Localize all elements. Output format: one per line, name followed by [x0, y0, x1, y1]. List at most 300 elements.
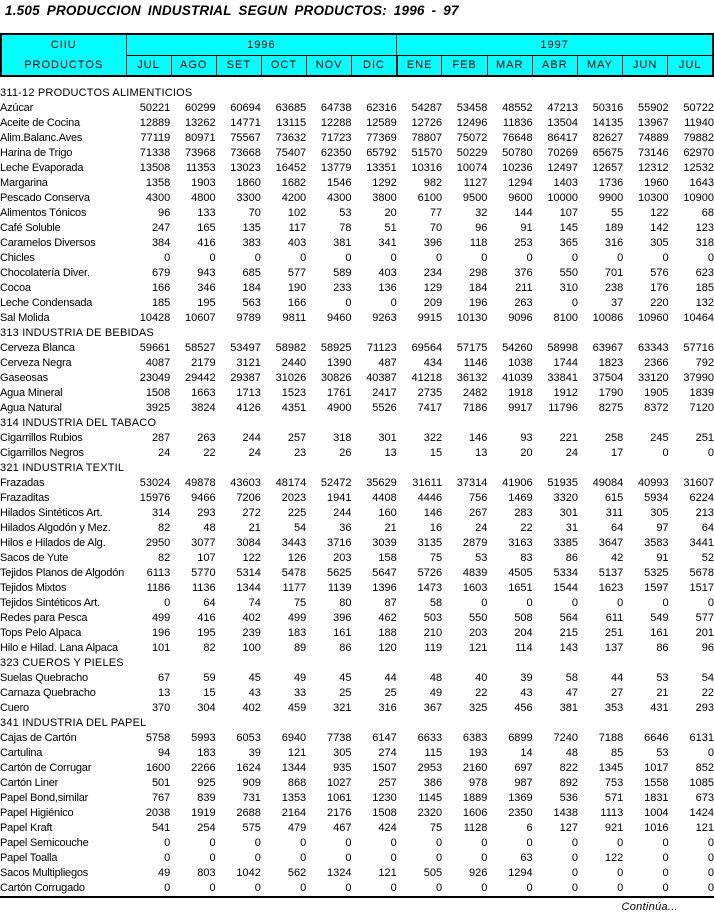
value-cell: 51935	[547, 477, 578, 489]
value-cell: 6899	[508, 732, 533, 744]
value-cell: 4087	[145, 357, 171, 369]
value-cell: 13504	[547, 117, 578, 129]
value-cell: 4408	[372, 492, 397, 504]
value-cell: 0	[345, 852, 352, 864]
table-row	[0, 626, 714, 641]
value-cell: 1623	[598, 582, 624, 594]
value-cell: 5770	[191, 567, 216, 579]
table-row	[0, 761, 714, 776]
value-cell: 316	[378, 702, 397, 714]
value-cell: 63967	[592, 342, 624, 354]
value-cell: 353	[604, 702, 624, 714]
value-cell: 14135	[592, 117, 624, 129]
value-cell: 10464	[683, 312, 714, 324]
value-cell: 6383	[462, 732, 488, 744]
value-cell: 2320	[417, 807, 443, 819]
value-cell: 0	[617, 867, 624, 879]
value-cell: 203	[469, 627, 488, 639]
table-row	[0, 566, 714, 581]
value-cell: 54287	[411, 102, 443, 114]
value-cell: 117	[288, 222, 307, 234]
value-cell: 25	[339, 687, 352, 699]
value-cell: 40387	[366, 372, 397, 384]
value-cell: 0	[481, 882, 488, 894]
product-name-cell: Margarina	[0, 177, 48, 189]
table-row	[0, 101, 714, 116]
value-cell: 403	[287, 237, 307, 249]
value-cell: 679	[151, 267, 171, 279]
section-heading: 341 INDUSTRIA DEL PAPEL	[0, 717, 147, 729]
productos-label: PRODUCTOS	[24, 59, 104, 71]
value-cell: 16452	[275, 162, 307, 174]
value-cell: 7206	[236, 492, 261, 504]
value-cell: 31	[565, 522, 578, 534]
value-cell: 45	[248, 672, 261, 684]
value-cell: 2164	[281, 807, 307, 819]
value-cell: 89	[293, 642, 307, 654]
value-cell: 24	[158, 447, 171, 459]
value-cell: 1438	[553, 807, 578, 819]
value-cell: 93	[520, 432, 533, 444]
value-cell: 13023	[230, 162, 261, 174]
value-cell: 0	[435, 882, 443, 894]
value-cell: 562	[287, 867, 307, 879]
value-cell: 424	[378, 822, 397, 834]
value-cell: 376	[514, 267, 533, 279]
product-name-cell: Cigarrillos Rubios	[0, 432, 83, 444]
value-cell: 462	[378, 612, 397, 624]
value-cell: 1941	[327, 492, 352, 504]
value-cell: 1651	[508, 582, 533, 594]
value-cell: 1960	[644, 177, 669, 189]
value-cell: 37990	[683, 372, 714, 384]
value-cell: 203	[333, 552, 352, 564]
value-cell: 146	[423, 507, 443, 519]
value-cell: 257	[378, 777, 397, 789]
value-cell: 6	[526, 822, 533, 834]
value-cell: 301	[559, 507, 578, 519]
value-cell: 0	[435, 852, 443, 864]
value-cell: 4505	[508, 567, 533, 579]
value-cell: 10900	[683, 192, 714, 204]
value-cell: 146	[469, 432, 488, 444]
value-cell: 416	[197, 237, 216, 249]
value-cell: 3300	[236, 192, 261, 204]
value-cell: 459	[287, 702, 307, 714]
value-cell: 283	[514, 507, 533, 519]
value-cell: 60299	[185, 102, 216, 114]
table-row	[0, 596, 714, 611]
value-cell: 53	[656, 672, 669, 684]
value-cell: 0	[390, 882, 397, 894]
value-cell: 550	[469, 612, 488, 624]
value-cell: 0	[390, 852, 397, 864]
value-cell: 4300	[145, 192, 171, 204]
value-cell: 220	[650, 297, 669, 309]
value-cell: 10236	[502, 162, 533, 174]
value-cell: 75567	[230, 132, 261, 144]
value-cell: 87	[384, 597, 397, 609]
section-row	[0, 416, 714, 431]
value-cell: 41906	[502, 477, 533, 489]
table-body-rows	[0, 86, 714, 897]
value-cell: 868	[287, 777, 307, 789]
value-cell: 13508	[139, 162, 171, 174]
value-cell: 27	[611, 687, 624, 699]
value-cell: 251	[604, 627, 624, 639]
value-cell: 64738	[320, 102, 352, 114]
value-cell: 1508	[372, 807, 397, 819]
value-cell: 1839	[689, 387, 714, 399]
value-cell: 53	[475, 552, 488, 564]
value-cell: 15	[203, 687, 216, 699]
value-cell: 142	[650, 222, 669, 234]
value-cell: 1145	[418, 792, 443, 804]
value-cell: 49	[293, 672, 307, 684]
value-cell: 0	[707, 252, 714, 264]
value-cell: 3583	[644, 537, 669, 549]
value-cell: 0	[345, 297, 352, 309]
value-cell: 96	[701, 642, 714, 654]
table-row	[0, 881, 714, 897]
value-cell: 0	[481, 597, 488, 609]
value-cell: 1127	[463, 177, 488, 189]
value-cell: 68	[701, 207, 714, 219]
value-cell: 0	[707, 447, 714, 459]
value-cell: 76648	[502, 132, 533, 144]
product-name-cell: Agua Mineral	[0, 387, 63, 399]
value-cell: 20	[520, 447, 533, 459]
value-cell: 1744	[553, 357, 578, 369]
value-cell: 233	[333, 282, 352, 294]
value-cell: 0	[617, 252, 624, 264]
table-row	[0, 806, 714, 821]
product-name-cell: Frazaditas	[0, 492, 50, 504]
product-name-cell: Cartón Corrugado	[0, 882, 85, 894]
value-cell: 6224	[689, 492, 714, 504]
product-name-cell: Cartón de Corrugar	[0, 762, 92, 774]
value-cell: 1136	[191, 582, 216, 594]
value-cell: 571	[604, 792, 624, 804]
table-row	[0, 146, 714, 161]
value-cell: 213	[695, 507, 714, 519]
value-cell: 577	[695, 612, 714, 624]
value-cell: 987	[514, 777, 533, 789]
value-cell: 8275	[598, 402, 624, 414]
value-cell: 82	[158, 522, 171, 534]
month-header-1996-oct: OCT	[261, 55, 306, 76]
value-cell: 3084	[236, 537, 261, 549]
table-row	[0, 116, 714, 131]
product-name-cell: Chocolatería Diver.	[0, 267, 90, 279]
value-cell: 41039	[502, 372, 533, 384]
value-cell: 160	[378, 507, 397, 519]
value-cell: 215	[559, 627, 578, 639]
value-cell: 8100	[553, 312, 578, 324]
product-name-cell: Frazadas	[0, 477, 45, 489]
value-cell: 9917	[508, 402, 533, 414]
value-cell: 33841	[547, 372, 578, 384]
value-cell: 15976	[139, 492, 171, 504]
value-cell: 10074	[456, 162, 488, 174]
value-cell: 5325	[644, 567, 669, 579]
value-cell: 195	[197, 297, 216, 309]
table-row	[0, 386, 714, 401]
value-cell: 1469	[508, 492, 533, 504]
value-cell: 508	[514, 612, 533, 624]
month-header-1997-jul: JUL	[668, 55, 713, 76]
value-cell: 589	[333, 267, 352, 279]
value-cell: 14771	[230, 117, 261, 129]
value-cell: 921	[604, 822, 624, 834]
value-cell: 121	[469, 642, 488, 654]
value-cell: 1042	[236, 867, 261, 879]
value-cell: 701	[604, 267, 624, 279]
value-cell: 64	[611, 522, 624, 534]
value-cell: 0	[707, 747, 714, 759]
value-cell: 6100	[417, 192, 443, 204]
value-cell: 82	[158, 552, 171, 564]
value-cell: 120	[378, 642, 397, 654]
value-cell: 0	[481, 837, 488, 849]
value-cell: 0	[209, 837, 216, 849]
section-heading: 323 CUEROS Y PIELES	[0, 657, 124, 669]
value-cell: 396	[423, 237, 443, 249]
table-row	[0, 476, 714, 491]
section-row	[0, 716, 714, 731]
value-cell: 0	[707, 837, 714, 849]
value-cell: 57175	[456, 342, 488, 354]
value-cell: 257	[287, 432, 307, 444]
value-cell: 0	[571, 297, 578, 309]
value-cell: 550	[559, 267, 578, 279]
value-cell: 10428	[139, 312, 171, 324]
value-cell: 78	[339, 222, 352, 234]
product-name-cell: Alimentos Tónicos	[0, 207, 87, 219]
value-cell: 48	[565, 747, 578, 759]
value-cell: 4446	[417, 492, 443, 504]
value-cell: 196	[469, 297, 488, 309]
month-header-1997-jun: JUN	[623, 55, 668, 76]
value-cell: 58982	[275, 342, 307, 354]
value-cell: 70	[429, 222, 443, 234]
value-cell: 247	[151, 222, 171, 234]
value-cell: 499	[287, 612, 307, 624]
table-row	[0, 701, 714, 716]
value-cell: 386	[423, 777, 443, 789]
value-cell: 23049	[139, 372, 171, 384]
table-row	[0, 611, 714, 626]
value-cell: 63343	[637, 342, 669, 354]
value-cell: 47213	[547, 102, 578, 114]
value-cell: 3039	[372, 537, 397, 549]
value-cell: 5478	[281, 567, 307, 579]
value-cell: 1146	[463, 357, 488, 369]
value-cell: 311	[605, 507, 624, 519]
value-cell: 0	[707, 882, 714, 894]
value-cell: 9096	[508, 312, 533, 324]
value-cell: 67	[158, 672, 171, 684]
value-cell: 0	[435, 252, 443, 264]
value-cell: 499	[151, 612, 171, 624]
table-row	[0, 671, 714, 686]
value-cell: 403	[378, 267, 397, 279]
value-cell: 196	[151, 627, 171, 639]
product-name-cell: Redes para Pesca	[0, 612, 88, 624]
value-cell: 0	[300, 837, 307, 849]
table-row	[0, 746, 714, 761]
value-cell: 0	[300, 882, 307, 894]
value-cell: 54	[293, 522, 307, 534]
value-cell: 30826	[320, 372, 352, 384]
value-cell: 13967	[637, 117, 669, 129]
value-cell: 96	[475, 222, 488, 234]
value-cell: 365	[559, 237, 578, 249]
value-cell: 4300	[327, 192, 352, 204]
value-cell: 0	[209, 852, 216, 864]
value-cell: 1905	[644, 387, 669, 399]
value-cell: 53458	[456, 102, 488, 114]
value-cell: 0	[571, 597, 578, 609]
value-cell: 1345	[598, 762, 624, 774]
value-cell: 121	[378, 867, 397, 879]
value-cell: 293	[695, 702, 714, 714]
value-cell: 3443	[281, 537, 307, 549]
value-cell: 37	[611, 297, 624, 309]
value-cell: 3925	[145, 402, 171, 414]
value-cell: 2160	[462, 762, 488, 774]
section-heading: 313 INDUSTRIA DE BEBIDAS	[0, 327, 154, 339]
production-table-area	[0, 33, 714, 913]
value-cell: 322	[423, 432, 443, 444]
value-cell: 166	[151, 282, 171, 294]
value-cell: 57716	[683, 342, 714, 354]
year-row	[1, 34, 713, 55]
value-cell: 6646	[644, 732, 669, 744]
value-cell: 239	[242, 627, 261, 639]
value-cell: 22	[701, 687, 714, 699]
value-cell: 501	[151, 777, 171, 789]
value-cell: 9500	[462, 192, 488, 204]
table-row	[0, 221, 714, 236]
value-cell: 1344	[236, 582, 261, 594]
value-cell: 321	[333, 702, 352, 714]
value-cell: 1473	[417, 582, 443, 594]
product-name-cell: Leche Condensada	[0, 297, 93, 309]
product-name-cell: Cajas de Cartón	[0, 732, 77, 744]
section-row	[0, 326, 714, 341]
value-cell: 0	[526, 252, 533, 264]
value-cell: 11940	[684, 117, 714, 129]
value-cell: 1558	[644, 777, 669, 789]
value-cell: 1736	[598, 177, 624, 189]
value-cell: 14	[520, 747, 533, 759]
value-cell: 50229	[456, 147, 488, 159]
value-cell: 0	[571, 837, 578, 849]
value-cell: 892	[559, 777, 578, 789]
value-cell: 62350	[320, 147, 352, 159]
value-cell: 5625	[327, 567, 352, 579]
value-cell: 49084	[592, 477, 624, 489]
value-cell: 0	[254, 852, 261, 864]
value-cell: 2950	[145, 537, 171, 549]
value-cell: 51	[384, 222, 397, 234]
value-cell: 9900	[598, 192, 624, 204]
value-cell: 10130	[456, 312, 488, 324]
value-cell: 29442	[185, 372, 216, 384]
value-cell: 1186	[146, 582, 171, 594]
value-cell: 0	[300, 852, 307, 864]
table-row	[0, 581, 714, 596]
value-cell: 50316	[592, 102, 624, 114]
table-row	[0, 536, 714, 551]
value-cell: 195	[197, 627, 216, 639]
value-cell: 5526	[372, 402, 397, 414]
table-row	[0, 686, 714, 701]
value-cell: 49	[158, 867, 171, 879]
value-cell: 209	[423, 297, 443, 309]
product-name-cell: Pescado Conserva	[0, 192, 90, 204]
value-cell: 184	[242, 282, 261, 294]
month-header-1996-jul: JUL	[126, 55, 171, 76]
value-cell: 51570	[411, 147, 443, 159]
value-cell: 8372	[644, 402, 669, 414]
value-cell: 77119	[140, 132, 171, 144]
value-cell: 0	[662, 867, 669, 879]
value-cell: 244	[333, 507, 352, 519]
value-cell: 3824	[191, 402, 216, 414]
value-cell: 274	[378, 747, 397, 759]
value-cell: 1682	[281, 177, 307, 189]
value-cell: 42	[611, 552, 624, 564]
table-row	[0, 641, 714, 656]
value-cell: 0	[164, 882, 171, 894]
product-name-cell: Cuero	[0, 702, 29, 714]
section-heading: 311-12 PRODUCTOS ALIMENTICIOS	[0, 87, 193, 99]
value-cell: 5678	[689, 567, 714, 579]
value-cell: 59661	[139, 342, 171, 354]
value-cell: 383	[242, 237, 261, 249]
value-cell: 2482	[462, 387, 488, 399]
value-cell: 50221	[139, 102, 171, 114]
table-row	[0, 266, 714, 281]
table-row	[0, 206, 714, 221]
table-row	[0, 446, 714, 461]
value-cell: 185	[695, 282, 714, 294]
month-header-1996-dic: DIC	[352, 55, 397, 76]
value-cell: 434	[423, 357, 443, 369]
value-cell: 144	[514, 207, 533, 219]
value-cell: 253	[514, 237, 533, 249]
value-cell: 0	[390, 297, 397, 309]
table-row	[0, 356, 714, 371]
value-cell: 767	[151, 792, 171, 804]
product-name-cell: Tejidos Sintéticos Art.	[0, 597, 100, 609]
value-cell: 7738	[327, 732, 352, 744]
value-cell: 4200	[281, 192, 307, 204]
value-cell: 0	[254, 252, 261, 264]
table-row	[0, 791, 714, 806]
product-name-cell: Carnaza Quebracho	[0, 687, 96, 699]
table-row	[0, 491, 714, 506]
product-name-cell: Tops Pelo Alpaca	[0, 627, 82, 639]
section-row	[0, 461, 714, 476]
value-cell: 1038	[508, 357, 533, 369]
value-cell: 48	[429, 672, 443, 684]
product-name-cell: Papel Semicouche	[0, 837, 89, 849]
value-cell: 1113	[600, 807, 624, 819]
value-cell: 32	[475, 207, 488, 219]
